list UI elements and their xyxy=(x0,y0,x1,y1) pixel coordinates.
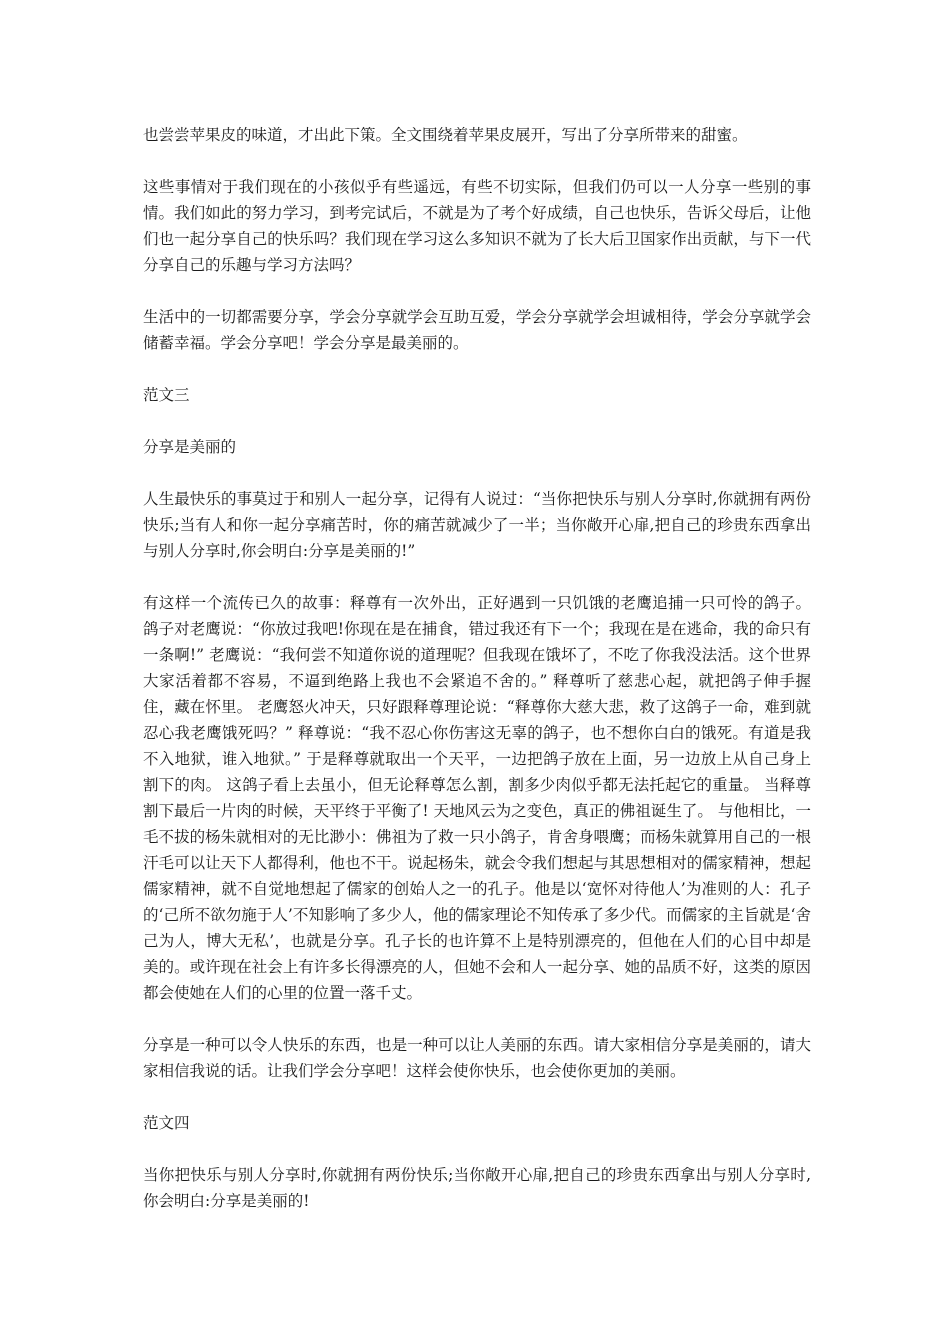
paragraph: 这些事情对于我们现在的小孩似乎有些遥远，有些不切实际，但我们仍可以一人分享一些别的事情。我们如此的努力学习，到考完试后，不就是为了考个好成绩，自己也快乐，告诉父母后，让他们也一起分享自己的快乐吗？我们现在学习这么多知识不就为了长大后卫国家作出贡献，与下一代分享自己的乐趣与学习方法吗？ xyxy=(143,178,811,274)
section-heading: 范文四 xyxy=(143,1114,190,1132)
paragraph: 有这样一个流传已久的故事：释尊有一次外出，正好遇到一只饥饿的老鹰追捕一只可怜的鸽子。 鸽子对老鹰说：“你放过我吧!你现在是在捕食，错过我还有下一个；我现在是在逃命，我的命只有一条啊!” 老鹰说：“我何尝不知道你说的道理呢？但我现在饿坏了，不吃了你我没法活。这个世界大家活着都不容易，不逼到绝路上我也不会紧追不舍的。” 释尊听了慈悲心起，就把鸽子伸手握住，藏在怀里。 老鹰怒火冲天，只好跟释尊理论说：“释尊你大慈大悲，救了这鸽子一命，难到就忍心我老鹰饿死吗？” 释尊说：“我不忍心你伤害这无辜的鸽子，也不想你白白的饿死。有道是我不入地狱，谁入地狱。” 于是释尊就取出一个天平，一边把鸽子放在上面，另一边放上从自己身上割下的肉。 这鸽子看上去虽小，但无论释尊怎么割，割多少肉似乎都无法托起它的重量。 当释尊割下最后一片肉的时候，天平终于平衡了! 天地风云为之变色，真正的佛祖诞生了。 与他相比，一毛不拔的杨朱就相对的无比渺小：佛祖为了救一只小鸽子，肯舍身喂鹰；而杨朱就算用自己的一根汗毛可以让天下人都得利，他也不干。说起杨朱，就会令我们想起与其思想相对的儒家精神，想起儒家精神，就不自觉地想起了儒家的创始人之一的孔子。他是以‘宽怀对待他人’为准则的人：孔子的‘己所不欲勿施于人’不知影响了多少人，他的儒家理论不知传承了多少代。而儒家的主旨就是‘舍己为人，博大无私’，也就是分享。孔子长的也许算不上是特别漂亮的，但他在人们的心目中却是美的。或许现在社会上有许多长得漂亮的人，但她不会和人一起分享、她的品质不好，这类的原因都会使她在人们的心里的位置一落千丈。 xyxy=(143,594,811,1002)
paragraph: 分享是一种可以令人快乐的东西，也是一种可以让人美丽的东西。请大家相信分享是美丽的，请大家相信我说的话。让我们学会分享吧！这样会使你快乐，也会使你更加的美丽。 xyxy=(143,1036,811,1080)
section-heading: 范文三 xyxy=(143,386,190,404)
paragraph: 生活中的一切都需要分享，学会分享就学会互助互爱，学会分享就学会坦诚相待，学会分享就学会储蓄幸福。学会分享吧！学会分享是最美丽的。 xyxy=(143,308,811,352)
document-body xyxy=(143,122,811,1240)
paragraph: 当你把快乐与别人分享时,你就拥有两份快乐;当你敞开心扉,把自己的珍贵东西拿出与别人分享时,你会明白:分享是美丽的! xyxy=(143,1166,811,1210)
paragraph: 人生最快乐的事莫过于和别人一起分享，记得有人说过：“当你把快乐与别人分享时,你就拥有两份快乐;当有人和你一起分享痛苦时，你的痛苦就减少了一半；当你敞开心扉,把自己的珍贵东西拿出与别人分享时,你会明白:分享是美丽的!” xyxy=(143,490,811,560)
essay-title: 分享是美丽的 xyxy=(143,438,237,456)
paragraph: 也尝尝苹果皮的味道，才出此下策。全文围绕着苹果皮展开，写出了分享所带来的甜蜜。 xyxy=(143,126,748,144)
